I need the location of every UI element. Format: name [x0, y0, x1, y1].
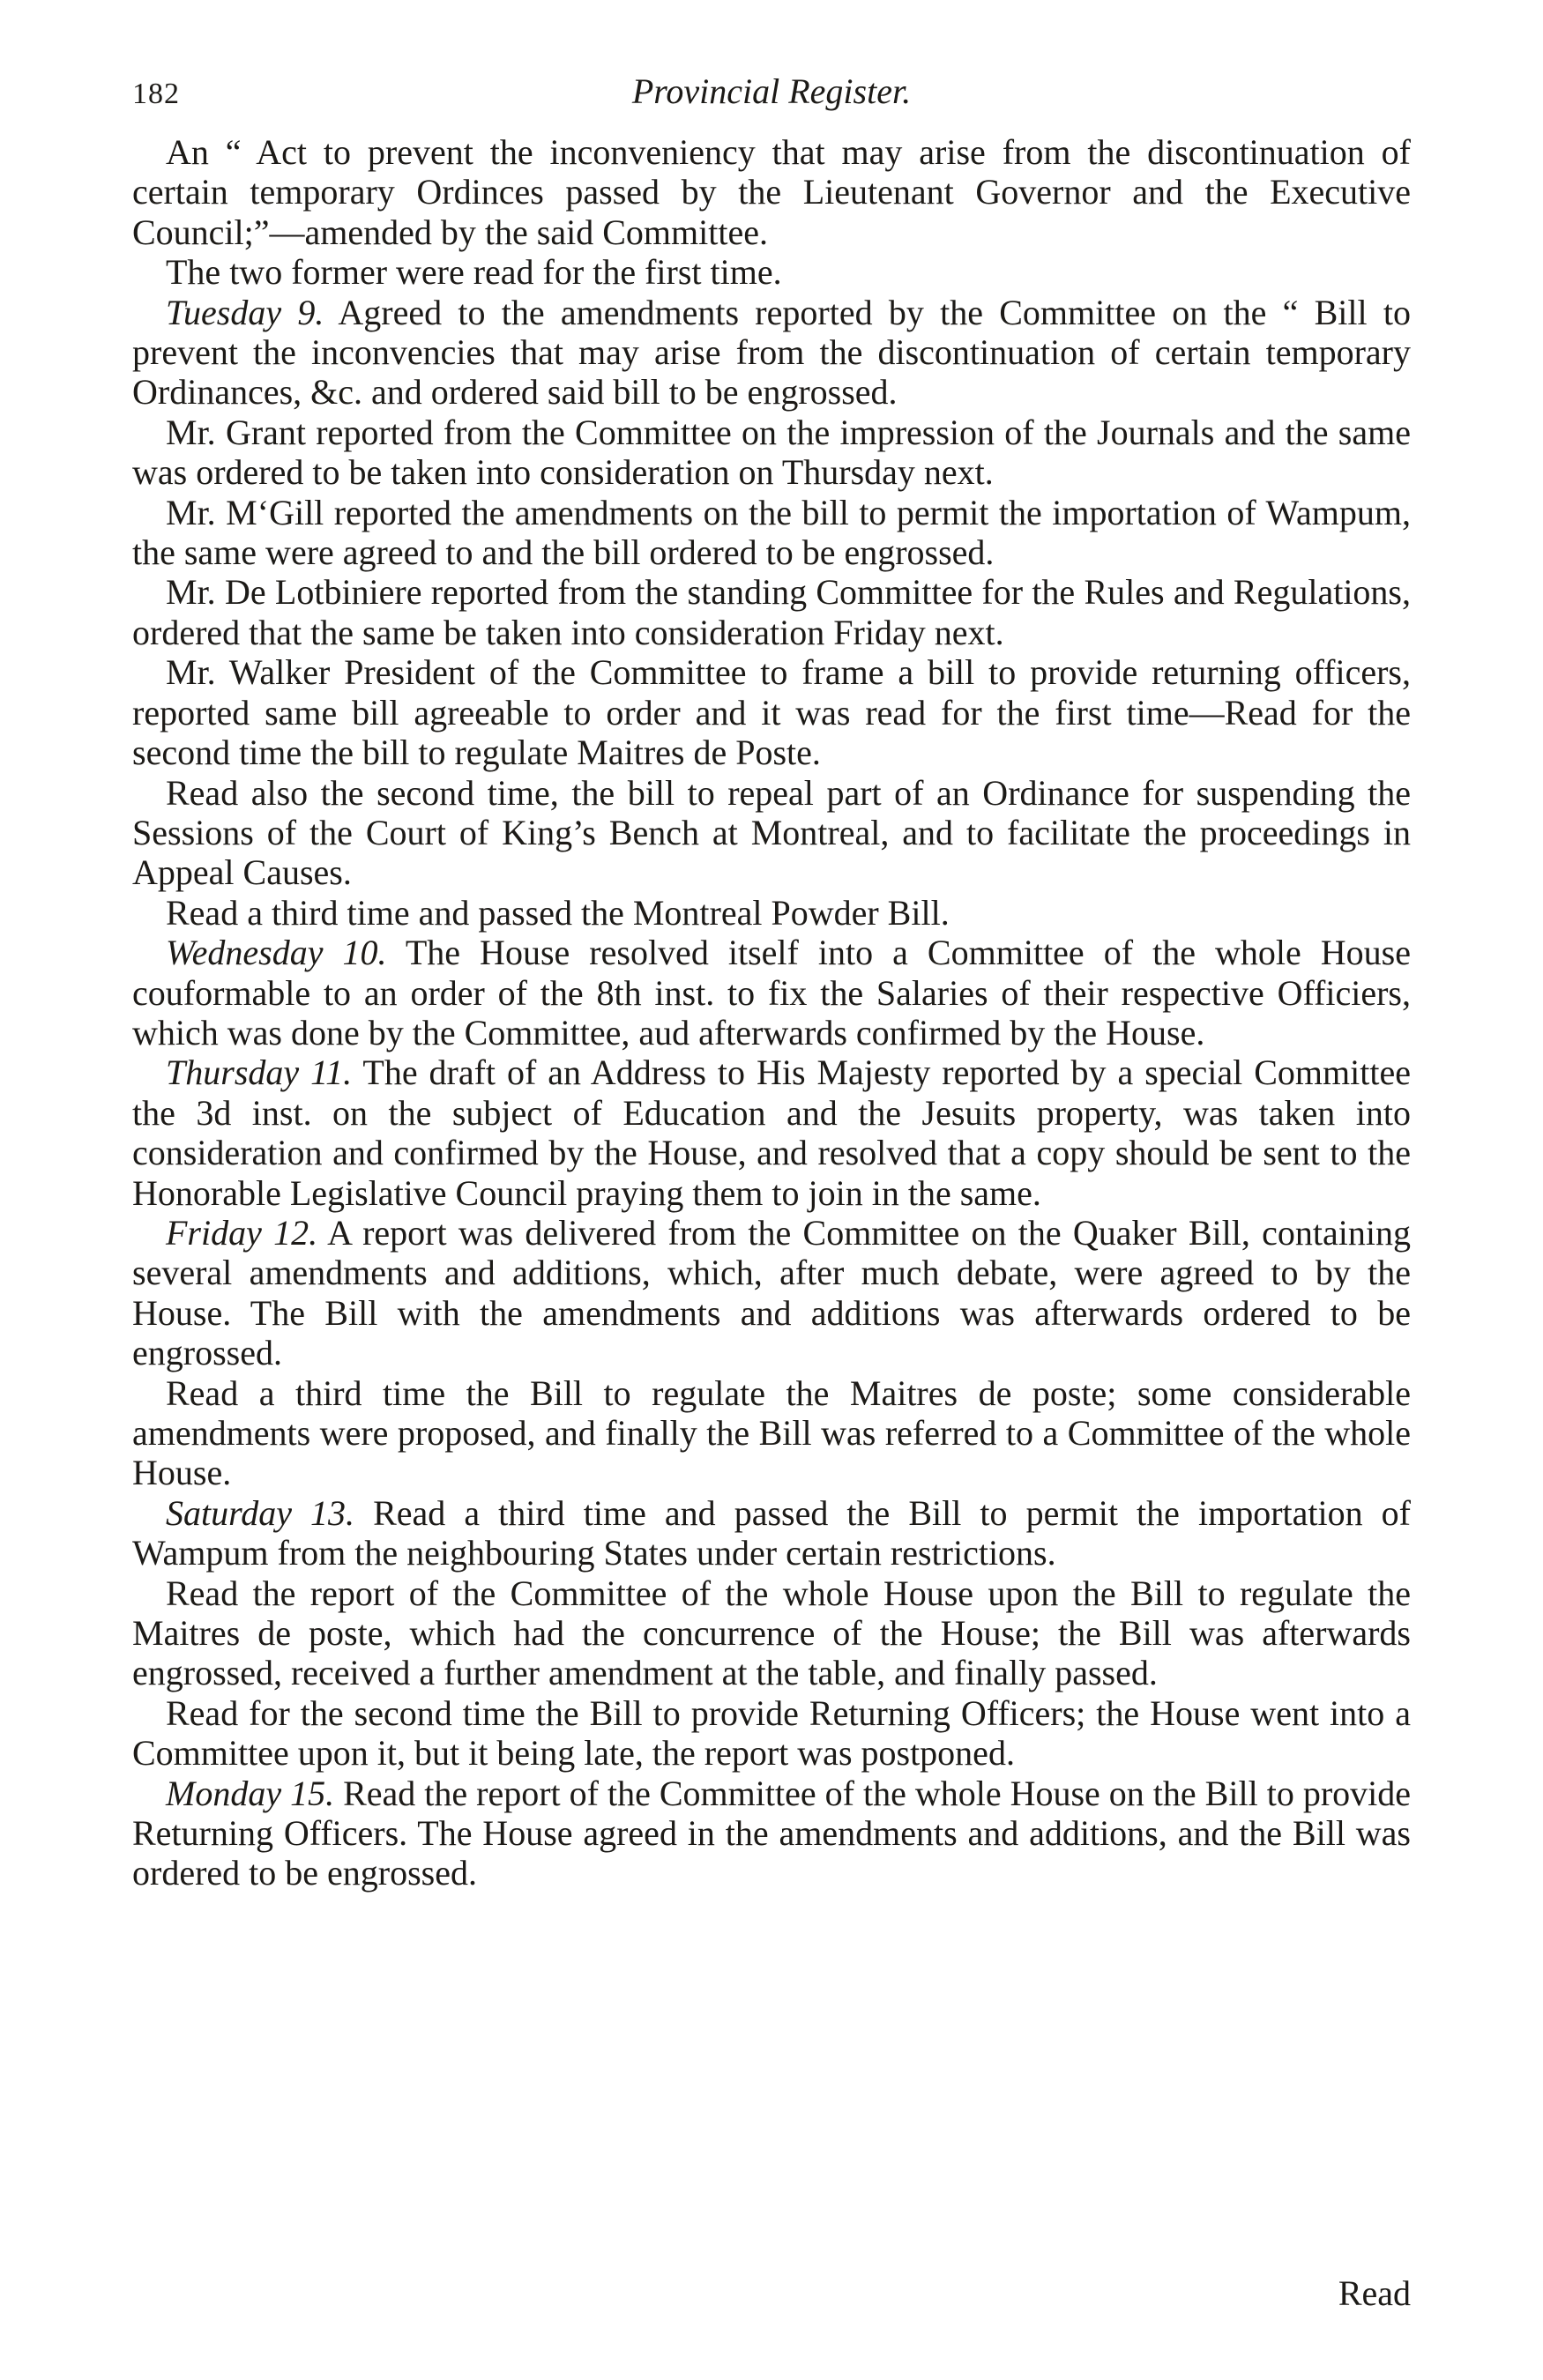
paragraph	[132, 1693, 1411, 1774]
paragraph	[132, 1573, 1411, 1693]
date-lead: Saturday 13.	[166, 1492, 355, 1533]
paragraph	[132, 652, 1411, 772]
paragraph-text: Mr. M‘Gill reported the amendments on the bill to permit the importation of Wampum, the same were agreed to and the bill ordered to be engrossed.	[132, 492, 1411, 573]
paragraph	[132, 933, 1411, 1052]
page-header	[132, 71, 1411, 132]
catchword: Read	[1338, 2273, 1411, 2313]
paragraph	[132, 293, 1411, 413]
date-lead: Thursday 11.	[166, 1052, 353, 1093]
date-lead: Monday 15.	[166, 1773, 335, 1813]
paragraph-text: Read the report of the Committee of the whole House upon the Bill to regulate the Maitres de poste, which had the concurrence of the House; the Bill was afterwards engrossed, received a further amendment at the table, and finally passed.	[132, 1573, 1411, 1693]
paragraph	[132, 252, 1411, 292]
paragraph-text: Read a third time and passed the Montreal Powder Bill.	[166, 892, 950, 933]
running-title: Provincial Register.	[631, 71, 912, 111]
paragraph	[132, 893, 1411, 933]
body-text	[132, 132, 1411, 1893]
paragraph-text: Mr. Grant reported from the Committee on the impression of the Journals and the same was ordered to be taken into consideration on Thursday next.	[132, 412, 1411, 493]
paragraph-text: Read a third time the Bill to regulate the Maitres de poste; some considerable amendments were proposed, and finally the Bill was referred to a Committee of the whole House.	[132, 1372, 1411, 1493]
paragraph-text: Agreed to the amendments reported by the Committee on the “ Bill to prevent the inconvencies that may arise from the discontinuation of certain temporary Ordinances, &c. and ordered said bill to be engrossed.	[132, 292, 1411, 413]
paragraph-text: Mr. Walker President of the Committee to frame a bill to provide returning officers, reported same bill agreeable to order and it was read for the first time—Read for the second time the bill to regulate Maitres de Poste.	[132, 652, 1411, 773]
paragraph	[132, 1213, 1411, 1373]
paragraph-text: The House resolved itself into a Committee of the whole House couformable to an order of the 8th inst. to fix the Salaries of their respective Officiers, which was done by the Committee, aud afterwards confirmed by the House.	[132, 933, 1411, 1052]
paragraph	[132, 1774, 1411, 1893]
paragraph	[132, 493, 1411, 573]
paragraph-text: Read for the second time the Bill to provide Returning Officers; the House went into a Committee upon it, but it being late, the report was postponed.	[132, 1692, 1411, 1774]
date-lead: Tuesday 9.	[166, 292, 324, 332]
paragraph-text: Read also the second time, the bill to repeal part of an Ordinance for suspending the Sessions of the Court of King’s Bench at Montreal, and to facilitate the proceedings in Appeal Causes.	[132, 772, 1411, 893]
paragraph	[132, 1373, 1411, 1493]
page-number: 182	[132, 78, 180, 110]
paragraph	[132, 1052, 1411, 1213]
paragraph	[132, 572, 1411, 652]
paragraph-text: Mr. De Lotbiniere reported from the standing Committee for the Rules and Regulations, ordered that the same be taken into consideration Friday next.	[132, 572, 1411, 652]
paragraph-text: The draft of an Address to His Majesty reported by a special Committee the 3d inst. on the subject of Education and the Jesuits property, was taken into consideration and confirmed by the House, and resolved that a copy should be sent to the Honorable Legislative Council praying them to join in the same.	[132, 1052, 1411, 1213]
paragraph	[132, 1493, 1411, 1573]
date-lead: Wednesday 10.	[166, 933, 387, 973]
paragraph	[132, 773, 1411, 893]
paragraph-text: An “ Act to prevent the inconveniency that may arise from the discontinuation of certain temporary Ordinces passed by the Lieutenant Governor and the Executive Council;”—amended by the said Committee.	[132, 132, 1411, 252]
paragraph-text: Read the report of the Committee of the whole House on the Bill to provide Returning Officers. The House agreed in the amendments and additions, and the Bill was ordered to be engrossed.	[132, 1773, 1412, 1893]
paragraph-text: Read a third time and passed the Bill to permit the importation of Wampum from the neighbouring States under certain restrictions.	[132, 1492, 1412, 1573]
paragraph-text: The two former were read for the first time.	[166, 252, 782, 293]
paragraph-text: A report was delivered from the Committee on the Quaker Bill, containing several amendments and additions, which, after much debate, were agreed to by the House. The Bill with the amendments and additions was afterwards ordered to be engrossed.	[132, 1212, 1411, 1373]
paragraph	[132, 413, 1411, 493]
date-lead: Friday 12.	[166, 1212, 318, 1253]
paragraph	[132, 132, 1411, 252]
